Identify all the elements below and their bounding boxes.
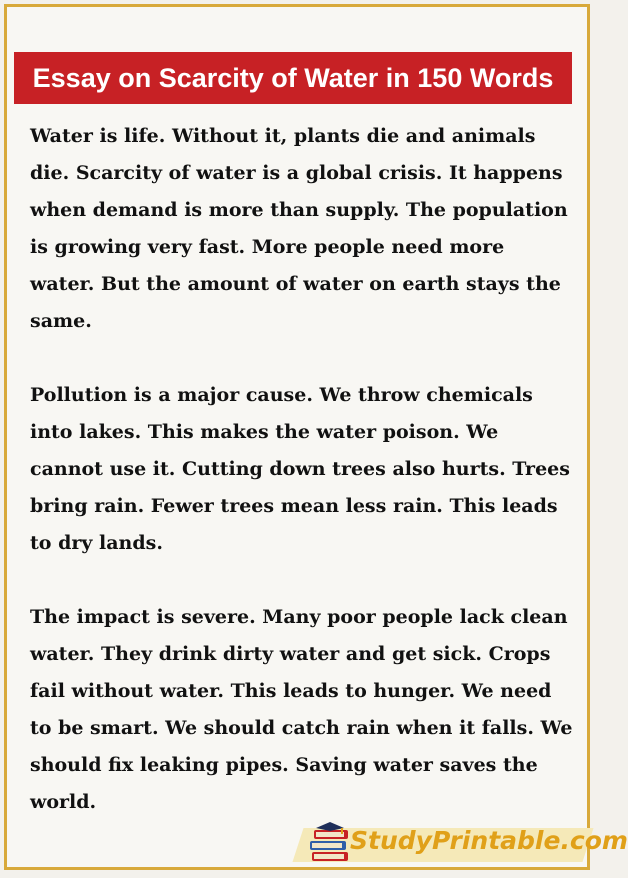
essay-paragraph-1: Water is life. Without it, plants die and animals die. Scarcity of water is a global crisis. It happens when demand is more than supply. The population is growing very fast. More people need more water. But the amount of water on earth stays the same. [30, 125, 568, 332]
essay-title-text: Essay on Scarcity of Water in 150 Words [32, 62, 554, 93]
books-icon [308, 818, 352, 866]
logo-suffix: .com [560, 826, 628, 855]
essay-paragraph-3: The impact is severe. Many poor people lack clean water. They drink dirty water and get sick. Crops fail without water. This leads to hunger. We need to be smart. We should catch rain when it falls. We should fix leaking pipes. Saving water saves the world. [30, 606, 573, 813]
logo-name: StudyPrintable [350, 826, 561, 855]
logo-wordmark [350, 826, 628, 855]
essay-paragraph-2: Pollution is a major cause. We throw chemicals into lakes. This makes the water poison. We cannot use it. Cutting down trees also hurts. Trees bring rain. Fewer trees mean less rain. This leads to dry lands. [30, 384, 570, 554]
essay-body [30, 118, 575, 821]
site-logo[interactable] [298, 814, 628, 872]
essay-title [14, 52, 572, 104]
